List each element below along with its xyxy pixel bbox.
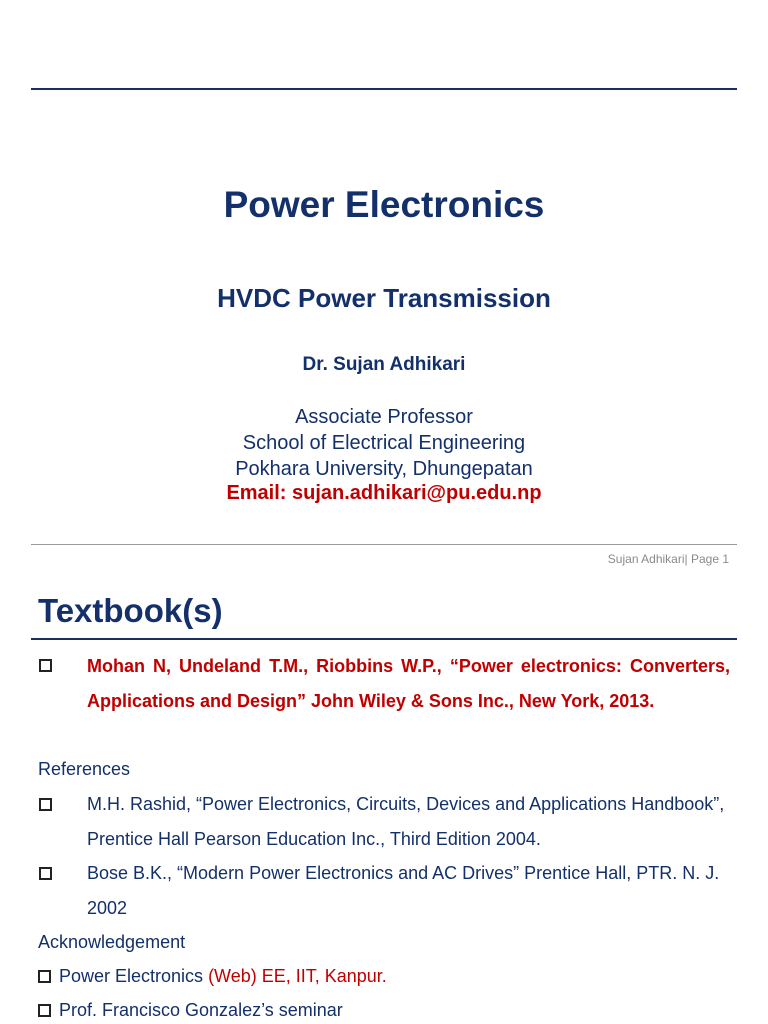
checkbox-bullet-icon	[39, 659, 52, 672]
heading-rule	[31, 638, 737, 640]
slide-separator	[31, 544, 737, 545]
textbook-heading: Textbook(s)	[38, 592, 223, 629]
reference-item: Bose B.K., “Modern Power Electronics and AC Drives” Prentice Hall, PTR. N. J. 2002	[87, 863, 720, 918]
ack-web-link[interactable]: (Web) EE, IIT, Kanpur.	[208, 966, 387, 986]
author-name: Dr. Sujan Adhikari	[302, 354, 466, 375]
position: Associate Professor	[295, 406, 473, 428]
references-label: References	[38, 759, 131, 779]
school: School of Electrical Engineering	[242, 432, 526, 454]
top-rule	[31, 88, 737, 90]
checkbox-bullet-icon	[38, 970, 51, 983]
ack-text: Power Electronics	[59, 966, 209, 986]
acknowledgement-item	[38, 1000, 343, 1021]
reference-item: M.H. Rashid, “Power Electronics, Circuits, Devices and Applications Handbook”, Prentice Hall Pearson Education Inc., Third Edition 2004.	[87, 794, 725, 849]
affiliation	[0, 404, 768, 482]
checkbox-bullet-icon	[39, 798, 52, 811]
acknowledgement-label: Acknowledgement	[38, 932, 186, 952]
university: Pokhara University, Dhungepatan	[235, 458, 533, 480]
email-contact: Email: sujan.adhikari@pu.edu.np	[226, 482, 542, 504]
page-footer: Sujan Adhikari| Page 1	[607, 552, 729, 566]
checkbox-bullet-icon	[39, 867, 52, 880]
slide-title: Power Electronics	[223, 184, 545, 225]
acknowledgement-item	[38, 966, 387, 987]
ack-text: Prof. Francisco Gonzalez’s seminar	[59, 1000, 343, 1020]
slide-subtitle: HVDC Power Transmission	[217, 283, 551, 313]
textbook-entry: Mohan N, Undeland T.M., Riobbins W.P., “Power electronics: Converters, Applications and Design” John Wiley & Sons Inc., New York, 2013.	[87, 656, 730, 711]
checkbox-bullet-icon	[38, 1004, 51, 1017]
